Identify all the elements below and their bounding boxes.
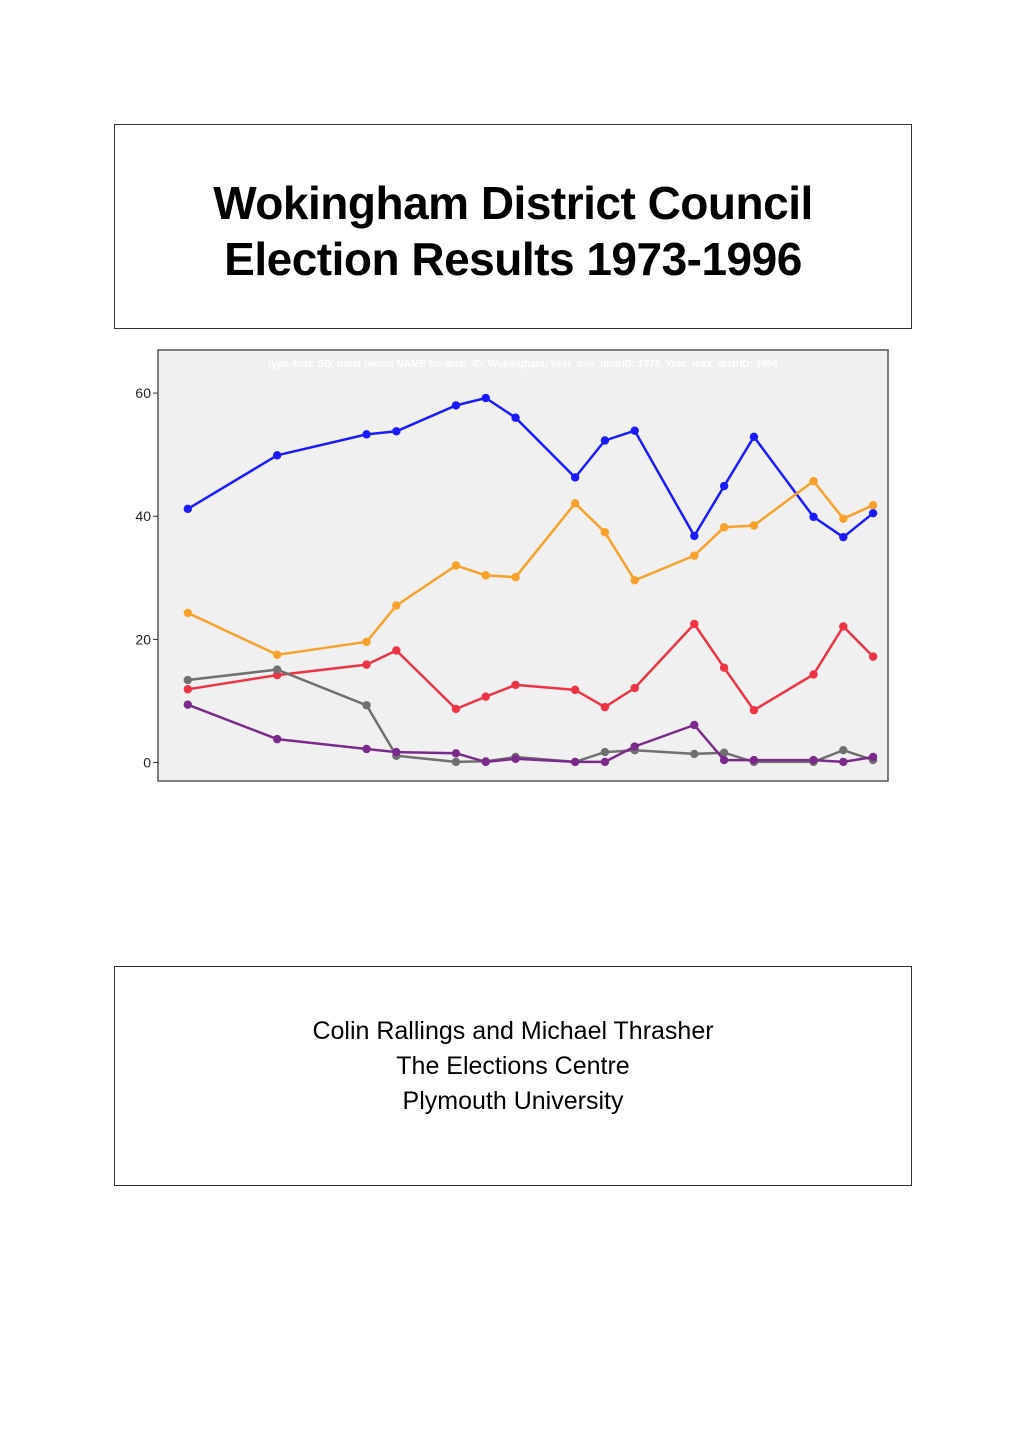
series-5-point [601, 758, 609, 766]
series-3-point [869, 652, 877, 660]
y-tick-label: 0 [143, 754, 151, 771]
series-2-point [482, 571, 490, 579]
series-2-point [511, 573, 519, 581]
series-5-point [631, 742, 639, 750]
series-4-point [362, 701, 370, 709]
series-3-point [690, 620, 698, 628]
series-3-point [482, 692, 490, 700]
series-3-point [184, 685, 192, 693]
series-2-point [809, 477, 817, 485]
series-2-point [601, 528, 609, 536]
line-chart [130, 346, 895, 788]
series-5-point [273, 735, 281, 743]
series-3-point [452, 705, 460, 713]
series-5-point [392, 748, 400, 756]
series-1-point [601, 436, 609, 444]
series-5-point [809, 756, 817, 764]
series-3-point [720, 664, 728, 672]
series-5-point [750, 756, 758, 764]
series-5-point [720, 756, 728, 764]
series-1-point [839, 533, 847, 541]
series-3-point [839, 622, 847, 630]
series-1-point [720, 482, 728, 490]
series-5-point [690, 721, 698, 729]
series-3-point [809, 670, 817, 678]
series-2-point [362, 638, 370, 646]
series-1-point [452, 401, 460, 409]
series-2-point [631, 576, 639, 584]
series-2-point [720, 523, 728, 531]
series-3-point [571, 686, 579, 694]
series-1-point [571, 473, 579, 481]
series-2-point [690, 551, 698, 559]
series-3-point [511, 681, 519, 689]
title-box [114, 124, 912, 329]
series-2-point [184, 609, 192, 617]
series-2-point [571, 499, 579, 507]
series-3-point [601, 703, 609, 711]
series-1-point [511, 414, 519, 422]
series-5-point [184, 700, 192, 708]
series-1-point [690, 532, 698, 540]
y-tick-label: 40 [135, 508, 151, 525]
series-1-point [869, 509, 877, 517]
series-5-point [482, 758, 490, 766]
authors-university: Plymouth University [402, 1087, 624, 1115]
authors-names: Colin Rallings and Michael Thrasher [312, 1017, 714, 1045]
document-title-line-1: Wokingham District Council [213, 177, 813, 229]
plot-area [158, 350, 888, 781]
series-2-point [750, 521, 758, 529]
series-3-point [392, 646, 400, 654]
series-4-point [690, 750, 698, 758]
series-1-point [750, 433, 758, 441]
series-1-point [392, 427, 400, 435]
series-5-point [362, 745, 370, 753]
series-1-point [273, 451, 281, 459]
y-tick-label: 20 [135, 631, 151, 648]
series-5-point [511, 755, 519, 763]
series-4-point [452, 758, 460, 766]
series-4-point [273, 665, 281, 673]
series-5-point [839, 758, 847, 766]
series-1-point [362, 430, 370, 438]
series-2-point [452, 561, 460, 569]
chart-svg [130, 346, 895, 788]
series-1-point [631, 426, 639, 434]
series-1-point [184, 505, 192, 513]
series-2-point [869, 501, 877, 509]
series-1-point [482, 394, 490, 402]
series-1-point [809, 513, 817, 521]
series-2-point [392, 601, 400, 609]
series-3-point [362, 660, 370, 668]
authors-centre: The Elections Centre [396, 1052, 630, 1080]
series-5-point [869, 753, 877, 761]
series-3-point [750, 706, 758, 714]
series-5-point [452, 749, 460, 757]
series-2-point [273, 651, 281, 659]
series-5-point [571, 758, 579, 766]
series-4-point [184, 676, 192, 684]
y-tick-label: 60 [135, 385, 151, 402]
series-4-point [601, 748, 609, 756]
series-4-point [839, 746, 847, 754]
document-title-line-2: Election Results 1973-1996 [224, 233, 802, 285]
series-2-point [839, 515, 847, 523]
author-box [114, 966, 912, 1186]
series-3-point [631, 684, 639, 692]
chart-title: type 4cat: SD, most recent NAME for distr_ID: Wokingham, Year_min_distrID: 1973, Year_max_distrID: 1996 [268, 359, 778, 370]
